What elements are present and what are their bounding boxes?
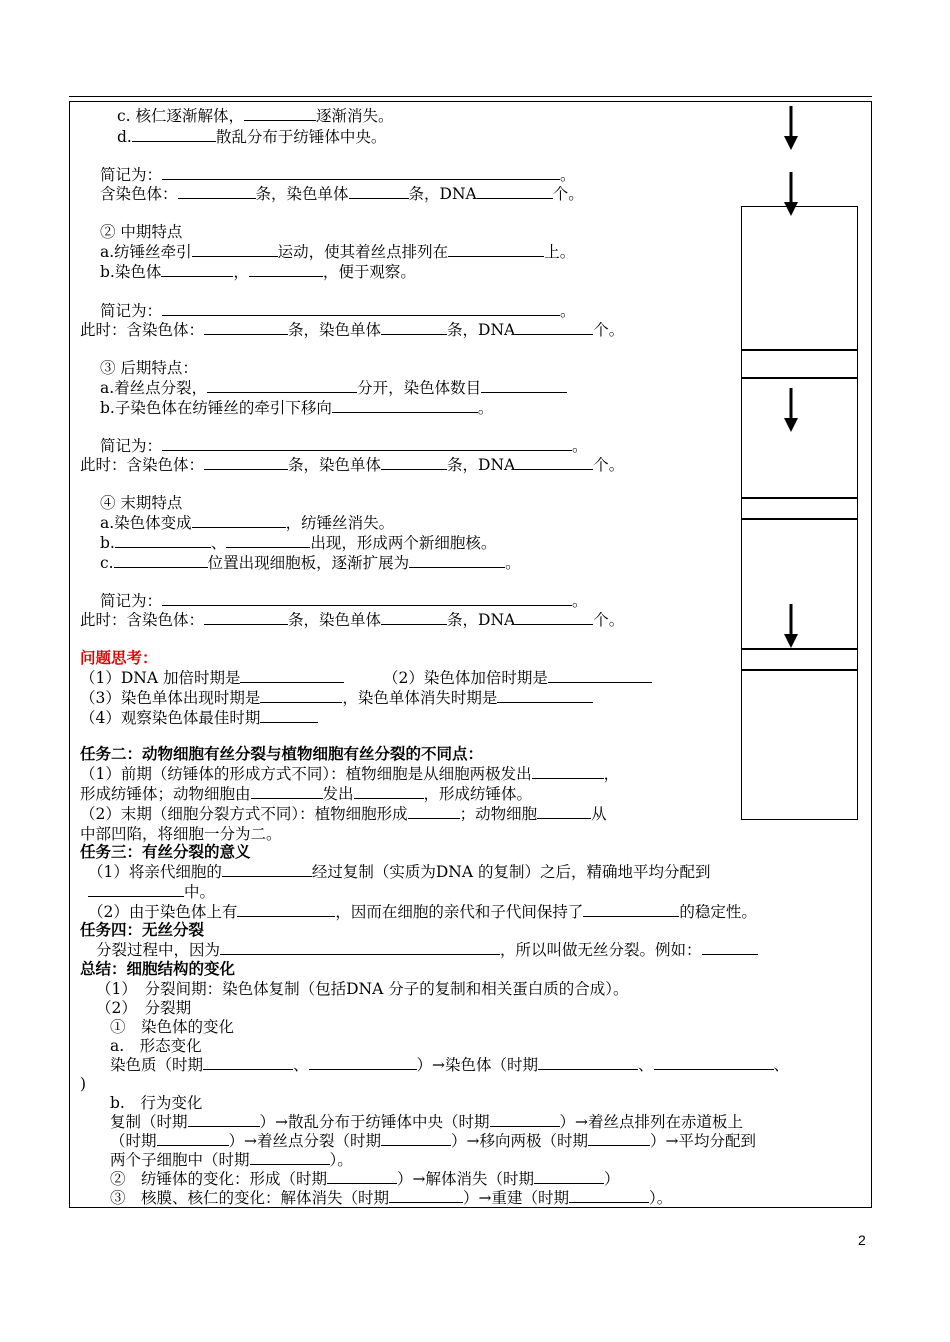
summary-line-4: a. 形态变化 [110,1037,202,1055]
prophase-item-d: d. 散乱分布于纺锤体中央。 [117,128,387,146]
task3-line-1: （1）将亲代细胞的 经过复制（实质为DNA 的复制）之后，精确地平均分配到 [88,863,711,881]
telophase-summary: 简记为： 。 [100,592,588,610]
telophase-item-b: b. 、 出现，形成两个新细胞核。 [100,534,497,552]
diagram-box-4 [741,498,858,519]
prophase-summary: 简记为： 。 [100,166,576,184]
question-3: （3）染色单体出现时期是 ，染色单体消失时期是 [80,688,593,708]
anaphase-counts: 此时：含染色体： 条，染色单体 条，DNA 个。 [80,456,625,474]
metaphase-item-b: b.染色体 ， ，便于观察。 [100,263,416,281]
telophase-title: ④ 末期特点 [100,494,183,512]
summary-line-6: ) [80,1075,87,1093]
telophase-item-a: a.染色体变成 ，纺锤丝消失。 [100,514,395,532]
prophase-counts: 含染色体： 条，染色单体 条，DNA 个。 [100,185,584,203]
metaphase-title: ② 中期特点 [100,223,183,241]
diagram-box-1 [741,206,858,350]
header-rule [69,96,872,97]
summary-line-12: ③ 核膜、核仁的变化：解体消失（时期 ）→重建（时期 ）。 [110,1189,673,1207]
metaphase-summary: 简记为： 。 [100,302,576,320]
question-2: （2）染色体加倍时期是 [383,668,652,688]
metaphase-counts: 此时：含染色体： 条，染色单体 条，DNA 个。 [80,321,625,339]
down-arrow-icon [781,172,801,216]
task4-title: 任务四：无丝分裂 [80,921,205,939]
summary-line-2: （2） 分裂期 [96,999,192,1017]
question-1: （1）DNA 加倍时期是 [80,668,344,688]
summary-line-8: 复制（时期 ）→散乱分布于纺锤体中央（时期 ）→着丝点排列在赤道板上 [110,1113,744,1131]
telophase-counts: 此时：含染色体： 条，染色单体 条，DNA 个。 [80,611,625,629]
diagram-box-6 [741,649,858,670]
summary-line-9: （时期 ）→着丝点分裂（时期 ）→移向两极（时期 ）→平均分配到 [110,1132,757,1150]
summary-title: 总结：细胞结构的变化 [80,960,236,978]
task2-line-3: （2）末期（细胞分裂方式不同）：植物细胞形成 ；动物细胞 从 [80,805,607,823]
summary-line-1: （1） 分裂间期：染色体复制（包括DNA 分子的复制和相关蛋白质的合成）。 [96,980,629,998]
summary-line-10: 两个子细胞中（时期 ）。 [110,1151,353,1169]
diagram-box-2 [741,350,858,378]
summary-line-11: ② 纺锤体的变化：形成（时期 ）→解体消失（时期 ） [110,1170,620,1188]
questions-title: 问题思考： [80,649,158,667]
task2-line-1: （1）前期（纺锤体的形成方式不同）：植物细胞是从细胞两极发出 ， [80,765,620,783]
telophase-item-c: c. 位置出现细胞板，逐渐扩展为 。 [100,554,521,572]
metaphase-item-a: a.纺锤丝牵引 运动，使其着丝点排列在 上。 [100,243,576,261]
anaphase-item-b: b.子染色体在纺锤丝的牵引下移向 。 [100,399,494,417]
diagram-box-7 [741,670,858,820]
page-number: 2 [858,1232,866,1248]
prophase-item-c: c. 核仁逐渐解体， 逐渐消失。 [117,107,394,125]
task2-line-2: 形成纺锤体；动物细胞由 发出 ，形成纺锤体。 [80,785,533,803]
task2-line-4: 中部凹陷，将细胞一分为二。 [80,825,282,843]
question-4: （4）观察染色体最佳时期 [80,708,318,728]
summary-line-3: ① 染色体的变化 [110,1018,235,1036]
anaphase-summary: 简记为： 。 [100,437,588,455]
down-arrow-icon [781,106,801,150]
summary-line-7: b. 行为变化 [110,1094,203,1112]
down-arrow-icon [781,604,801,648]
task3-title: 任务三：有丝分裂的意义 [80,843,251,861]
summary-line-5: 染色质（时期 、 ）→染色体（时期 、 、 [110,1056,790,1074]
task3-line-2: 中。 [88,882,215,902]
task3-line-3: （2）由于染色体上有 ，因而在细胞的亲代和子代间保持了 的稳定性。 [88,903,757,921]
task2-title: 任务二：动物细胞有丝分裂与植物细胞有丝分裂的不同点： [80,745,484,763]
anaphase-title: ③ 后期特点： [100,359,198,377]
down-arrow-icon [781,388,801,432]
anaphase-item-a: a.着丝点分裂， 分开，染色体数目 [100,378,567,398]
task4-line-1: 分裂过程中，因为 ，所以叫做无丝分裂。例如： [96,940,758,960]
